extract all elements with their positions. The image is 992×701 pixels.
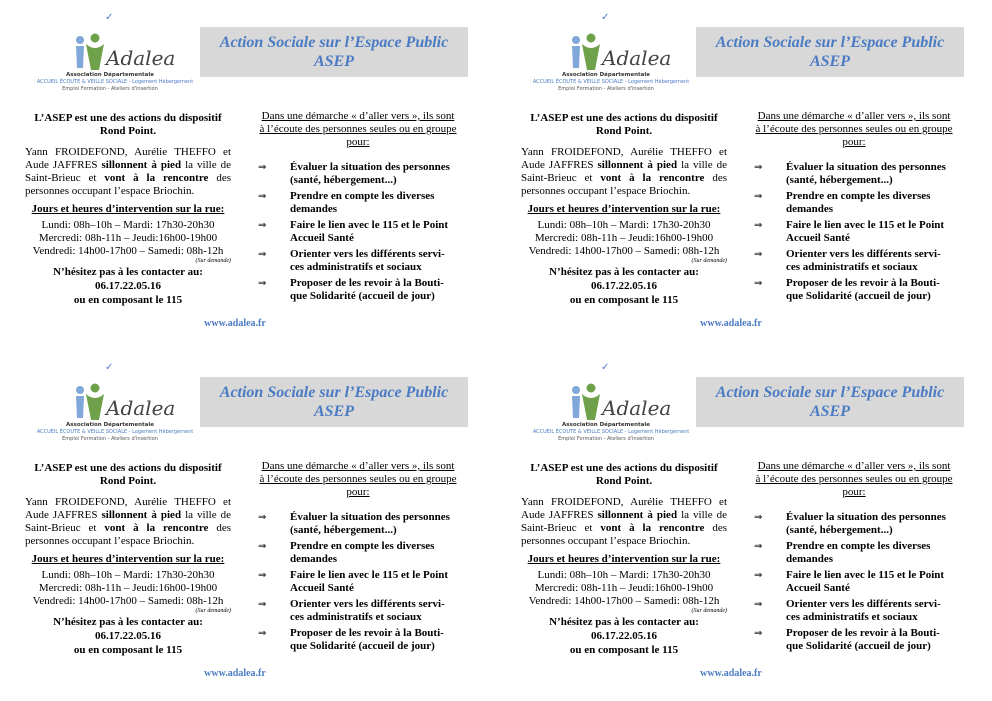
list-item-text: Faire le lien avec le 115 et le Point Accueil Santé bbox=[786, 569, 945, 594]
list-item-text: Prendre en compte les diverses demandes bbox=[290, 540, 435, 565]
team-text-bold: sillonnent à pied bbox=[597, 159, 678, 171]
hours-line: Vendredi: 14h00-17h00 – Samedi: 08h-12h bbox=[528, 245, 720, 257]
list-item-text: Proposer de les revoir à la Bouti-que Solidarité (accueil de jour) bbox=[290, 277, 444, 302]
contact-line: N’hésitez pas à les contacter au: bbox=[53, 616, 203, 628]
hours-line: Lundi: 08h–10h – Mardi: 17h30-20h30 bbox=[537, 569, 711, 581]
logo-wordmark: Adalea bbox=[602, 396, 672, 420]
list-item-text: Orienter vers les différents servi-ces administratifs et sociaux bbox=[290, 248, 445, 273]
adalea-logo bbox=[20, 12, 200, 92]
list-item bbox=[258, 540, 458, 566]
title-line-2: ASEP bbox=[809, 403, 850, 420]
arrow-icon: ⇒ bbox=[754, 599, 763, 610]
team-paragraph bbox=[25, 496, 231, 548]
hours-line: Lundi: 08h–10h – Mardi: 17h30-20h30 bbox=[41, 219, 215, 231]
team-text: des personnes occupant l’espace Briochin. bbox=[521, 522, 727, 547]
list-item bbox=[258, 248, 458, 274]
website-link[interactable]: www.adalea.fr bbox=[204, 318, 266, 329]
list-item bbox=[754, 161, 954, 187]
team-text: la ville de Saint-Brieuc et bbox=[25, 159, 231, 184]
right-column bbox=[258, 460, 458, 656]
hours-line: Mercredi: 08h-11h – Jeudi:16h00-19h00 bbox=[534, 232, 714, 244]
list-item-text: Évaluer la situation des personnes (santé, hébergement...) bbox=[290, 511, 450, 536]
list-item-text: Prendre en compte les diverses demandes bbox=[786, 540, 931, 565]
team-text-bold: sillonnent à pied bbox=[597, 509, 678, 521]
arrow-icon: ⇒ bbox=[754, 220, 763, 231]
logo-line-3: Emploi Formation - Ateliers d'insertion bbox=[62, 436, 158, 442]
check-icon: ✓ bbox=[601, 12, 610, 23]
arrow-icon: ⇒ bbox=[754, 570, 763, 581]
list-item-text: Proposer de les revoir à la Bouti-que Solidarité (accueil de jour) bbox=[290, 627, 444, 652]
team-text-bold: sillonnent à pied bbox=[101, 159, 182, 171]
adalea-logo bbox=[516, 12, 696, 92]
team-paragraph bbox=[25, 146, 231, 198]
list-item-text: Évaluer la situation des personnes (santé, hébergement...) bbox=[786, 161, 946, 186]
right-column bbox=[754, 460, 954, 656]
hours-line: Mercredi: 08h-11h – Jeudi:16h00-19h00 bbox=[38, 582, 218, 594]
team-text-bold: vont à la rencontre bbox=[104, 172, 209, 184]
hours-heading: Jours et heures d’intervention sur la rue: bbox=[527, 203, 721, 215]
website-link[interactable]: www.adalea.fr bbox=[204, 668, 266, 679]
list-item-text: Proposer de les revoir à la Bouti-que Solidarité (accueil de jour) bbox=[786, 277, 940, 302]
arrow-icon: ⇒ bbox=[754, 541, 763, 552]
arrow-icon: ⇒ bbox=[258, 628, 267, 639]
team-text: la ville de Saint-Brieuc et bbox=[521, 159, 727, 184]
hours-line: Vendredi: 14h00-17h00 – Samedi: 08h-12h bbox=[32, 245, 224, 257]
hours-heading: Jours et heures d’intervention sur la rue: bbox=[527, 553, 721, 565]
list-item bbox=[754, 190, 954, 216]
on-request-note: (Sur demande) bbox=[195, 608, 231, 614]
list-item bbox=[258, 161, 458, 187]
lead-text: Dans une démarche « d’aller vers », ils sont à l’écoute des personnes seules ou en groupe pour: bbox=[259, 460, 457, 498]
people-logo-icon bbox=[68, 382, 108, 422]
list-item-text: Orienter vers les différents servi-ces administratifs et sociaux bbox=[786, 248, 941, 273]
asep-flyer bbox=[0, 0, 496, 350]
contact-line: ou en composant le 115 bbox=[569, 644, 679, 656]
list-item-text: Faire le lien avec le 115 et le Point Accueil Santé bbox=[290, 219, 449, 244]
logo-wordmark: Adalea bbox=[106, 396, 176, 420]
flyer-title bbox=[200, 377, 468, 427]
list-item bbox=[258, 569, 458, 595]
logo-line-2: ACCUEIL ÉCOUTE & VEILLE SOCIALE - Logement Hébergement bbox=[532, 429, 690, 435]
phone-number: 06.17.22.05.16 bbox=[95, 630, 161, 642]
hours-heading: Jours et heures d’intervention sur la rue: bbox=[31, 203, 225, 215]
list-item bbox=[754, 219, 954, 245]
arrow-icon: ⇒ bbox=[258, 512, 267, 523]
flyer-title bbox=[200, 27, 468, 77]
people-logo-icon bbox=[564, 32, 604, 72]
logo-line-2: ACCUEIL ÉCOUTE & VEILLE SOCIALE - Logement Hébergement bbox=[532, 79, 690, 85]
team-text: des personnes occupant l’espace Briochin. bbox=[521, 172, 727, 197]
people-logo-icon bbox=[68, 32, 108, 72]
logo-line-1: Association Départementale bbox=[66, 422, 154, 428]
arrow-icon: ⇒ bbox=[258, 220, 267, 231]
team-text: Yann FROIDEFOND, Aurélie THEFFO et Aude JAFFRES bbox=[521, 146, 727, 171]
arrow-icon: ⇒ bbox=[258, 570, 267, 581]
arrow-icon: ⇒ bbox=[754, 162, 763, 173]
logo-line-2: ACCUEIL ÉCOUTE & VEILLE SOCIALE - Logement Hébergement bbox=[36, 429, 194, 435]
logo-line-1: Association Départementale bbox=[562, 72, 650, 78]
contact-line: ou en composant le 115 bbox=[73, 644, 183, 656]
hours-line: Mercredi: 08h-11h – Jeudi:16h00-19h00 bbox=[534, 582, 714, 594]
lead-text: Dans une démarche « d’aller vers », ils sont à l’écoute des personnes seules ou en groupe pour: bbox=[755, 110, 953, 148]
asep-flyer bbox=[0, 350, 496, 700]
list-item bbox=[258, 190, 458, 216]
phone-number: 06.17.22.05.16 bbox=[95, 280, 161, 292]
arrow-icon: ⇒ bbox=[258, 162, 267, 173]
left-column bbox=[25, 462, 231, 657]
asep-flyer bbox=[496, 0, 992, 350]
team-paragraph bbox=[521, 146, 727, 198]
team-text-bold: vont à la rencontre bbox=[104, 522, 209, 534]
logo-line-3: Emploi Formation - Ateliers d'insertion bbox=[558, 436, 654, 442]
team-text: Yann FROIDEFOND, Aurélie THEFFO et Aude JAFFRES bbox=[25, 496, 231, 521]
logo-line-3: Emploi Formation - Ateliers d'insertion bbox=[62, 86, 158, 92]
list-item bbox=[754, 540, 954, 566]
arrow-icon: ⇒ bbox=[754, 191, 763, 202]
team-text-bold: vont à la rencontre bbox=[600, 522, 705, 534]
intro-text: L’ASEP est une des actions du dispositif Rond Point. bbox=[530, 462, 718, 487]
title-line-1: Action Sociale sur l’Espace Public bbox=[715, 34, 945, 51]
arrow-icon: ⇒ bbox=[754, 512, 763, 523]
contact-line: ou en composant le 115 bbox=[73, 294, 183, 306]
team-text: des personnes occupant l’espace Briochin. bbox=[25, 522, 231, 547]
hours-heading: Jours et heures d’intervention sur la rue: bbox=[31, 553, 225, 565]
arrow-icon: ⇒ bbox=[258, 541, 267, 552]
arrow-icon: ⇒ bbox=[754, 278, 763, 289]
team-text-bold: vont à la rencontre bbox=[600, 172, 705, 184]
title-line-1: Action Sociale sur l’Espace Public bbox=[715, 384, 945, 401]
logo-line-3: Emploi Formation - Ateliers d'insertion bbox=[558, 86, 654, 92]
arrow-icon: ⇒ bbox=[754, 628, 763, 639]
intro-text: L’ASEP est une des actions du dispositif Rond Point. bbox=[34, 462, 222, 487]
check-icon: ✓ bbox=[105, 12, 114, 23]
list-item bbox=[258, 598, 458, 624]
left-column bbox=[521, 112, 727, 307]
lead-text: Dans une démarche « d’aller vers », ils sont à l’écoute des personnes seules ou en groupe pour: bbox=[259, 110, 457, 148]
logo-wordmark: Adalea bbox=[602, 46, 672, 70]
team-text-bold: sillonnent à pied bbox=[101, 509, 182, 521]
list-item bbox=[754, 277, 954, 303]
hours-line: Lundi: 08h–10h – Mardi: 17h30-20h30 bbox=[537, 219, 711, 231]
flyer-title bbox=[696, 377, 964, 427]
list-item-text: Faire le lien avec le 115 et le Point Accueil Santé bbox=[786, 219, 945, 244]
hours-line: Mercredi: 08h-11h – Jeudi:16h00-19h00 bbox=[38, 232, 218, 244]
team-text: Yann FROIDEFOND, Aurélie THEFFO et Aude JAFFRES bbox=[25, 146, 231, 171]
left-column bbox=[25, 112, 231, 307]
asep-flyer bbox=[496, 350, 992, 700]
website-link[interactable]: www.adalea.fr bbox=[700, 668, 762, 679]
list-item bbox=[754, 598, 954, 624]
phone-number: 06.17.22.05.16 bbox=[591, 630, 657, 642]
check-icon: ✓ bbox=[601, 362, 610, 373]
list-item bbox=[754, 569, 954, 595]
arrow-icon: ⇒ bbox=[258, 278, 267, 289]
intro-text: L’ASEP est une des actions du dispositif Rond Point. bbox=[34, 112, 222, 137]
check-icon: ✓ bbox=[105, 362, 114, 373]
adalea-logo bbox=[20, 362, 200, 442]
website-link[interactable]: www.adalea.fr bbox=[700, 318, 762, 329]
arrow-icon: ⇒ bbox=[258, 249, 267, 260]
lead-text: Dans une démarche « d’aller vers », ils sont à l’écoute des personnes seules ou en groupe pour: bbox=[755, 460, 953, 498]
team-paragraph bbox=[521, 496, 727, 548]
arrow-icon: ⇒ bbox=[258, 599, 267, 610]
flyer-title bbox=[696, 27, 964, 77]
arrow-icon: ⇒ bbox=[754, 249, 763, 260]
right-column bbox=[754, 110, 954, 306]
list-item bbox=[754, 248, 954, 274]
list-item-text: Évaluer la situation des personnes (santé, hébergement...) bbox=[290, 161, 450, 186]
contact-line: N’hésitez pas à les contacter au: bbox=[549, 616, 699, 628]
logo-line-1: Association Départementale bbox=[66, 72, 154, 78]
team-text: la ville de Saint-Brieuc et bbox=[25, 509, 231, 534]
list-item-text: Prendre en compte les diverses demandes bbox=[290, 190, 435, 215]
list-item bbox=[258, 627, 458, 653]
logo-line-1: Association Départementale bbox=[562, 422, 650, 428]
left-column bbox=[521, 462, 727, 657]
list-item-text: Orienter vers les différents servi-ces administratifs et sociaux bbox=[290, 598, 445, 623]
hours-line: Vendredi: 14h00-17h00 – Samedi: 08h-12h bbox=[32, 595, 224, 607]
list-item bbox=[754, 511, 954, 537]
list-item bbox=[258, 219, 458, 245]
contact-line: ou en composant le 115 bbox=[569, 294, 679, 306]
title-line-2: ASEP bbox=[313, 53, 354, 70]
list-item bbox=[258, 277, 458, 303]
right-column bbox=[258, 110, 458, 306]
logo-line-2: ACCUEIL ÉCOUTE & VEILLE SOCIALE - Logement Hébergement bbox=[36, 79, 194, 85]
hours-line: Vendredi: 14h00-17h00 – Samedi: 08h-12h bbox=[528, 595, 720, 607]
list-item-text: Évaluer la situation des personnes (santé, hébergement...) bbox=[786, 511, 946, 536]
title-line-1: Action Sociale sur l’Espace Public bbox=[219, 384, 449, 401]
title-line-2: ASEP bbox=[809, 53, 850, 70]
list-item-text: Prendre en compte les diverses demandes bbox=[786, 190, 931, 215]
logo-wordmark: Adalea bbox=[106, 46, 176, 70]
list-item-text: Orienter vers les différents servi-ces administratifs et sociaux bbox=[786, 598, 941, 623]
title-line-2: ASEP bbox=[313, 403, 354, 420]
hours-line: Lundi: 08h–10h – Mardi: 17h30-20h30 bbox=[41, 569, 215, 581]
contact-line: N’hésitez pas à les contacter au: bbox=[549, 266, 699, 278]
phone-number: 06.17.22.05.16 bbox=[591, 280, 657, 292]
adalea-logo bbox=[516, 362, 696, 442]
on-request-note: (Sur demande) bbox=[195, 258, 231, 264]
list-item-text: Faire le lien avec le 115 et le Point Accueil Santé bbox=[290, 569, 449, 594]
on-request-note: (Sur demande) bbox=[691, 258, 727, 264]
intro-text: L’ASEP est une des actions du dispositif Rond Point. bbox=[530, 112, 718, 137]
people-logo-icon bbox=[564, 382, 604, 422]
on-request-note: (Sur demande) bbox=[691, 608, 727, 614]
title-line-1: Action Sociale sur l’Espace Public bbox=[219, 34, 449, 51]
list-item bbox=[754, 627, 954, 653]
list-item bbox=[258, 511, 458, 537]
arrow-icon: ⇒ bbox=[258, 191, 267, 202]
team-text: la ville de Saint-Brieuc et bbox=[521, 509, 727, 534]
team-text: Yann FROIDEFOND, Aurélie THEFFO et Aude JAFFRES bbox=[521, 496, 727, 521]
list-item-text: Proposer de les revoir à la Bouti-que Solidarité (accueil de jour) bbox=[786, 627, 940, 652]
contact-line: N’hésitez pas à les contacter au: bbox=[53, 266, 203, 278]
team-text: des personnes occupant l’espace Briochin. bbox=[25, 172, 231, 197]
